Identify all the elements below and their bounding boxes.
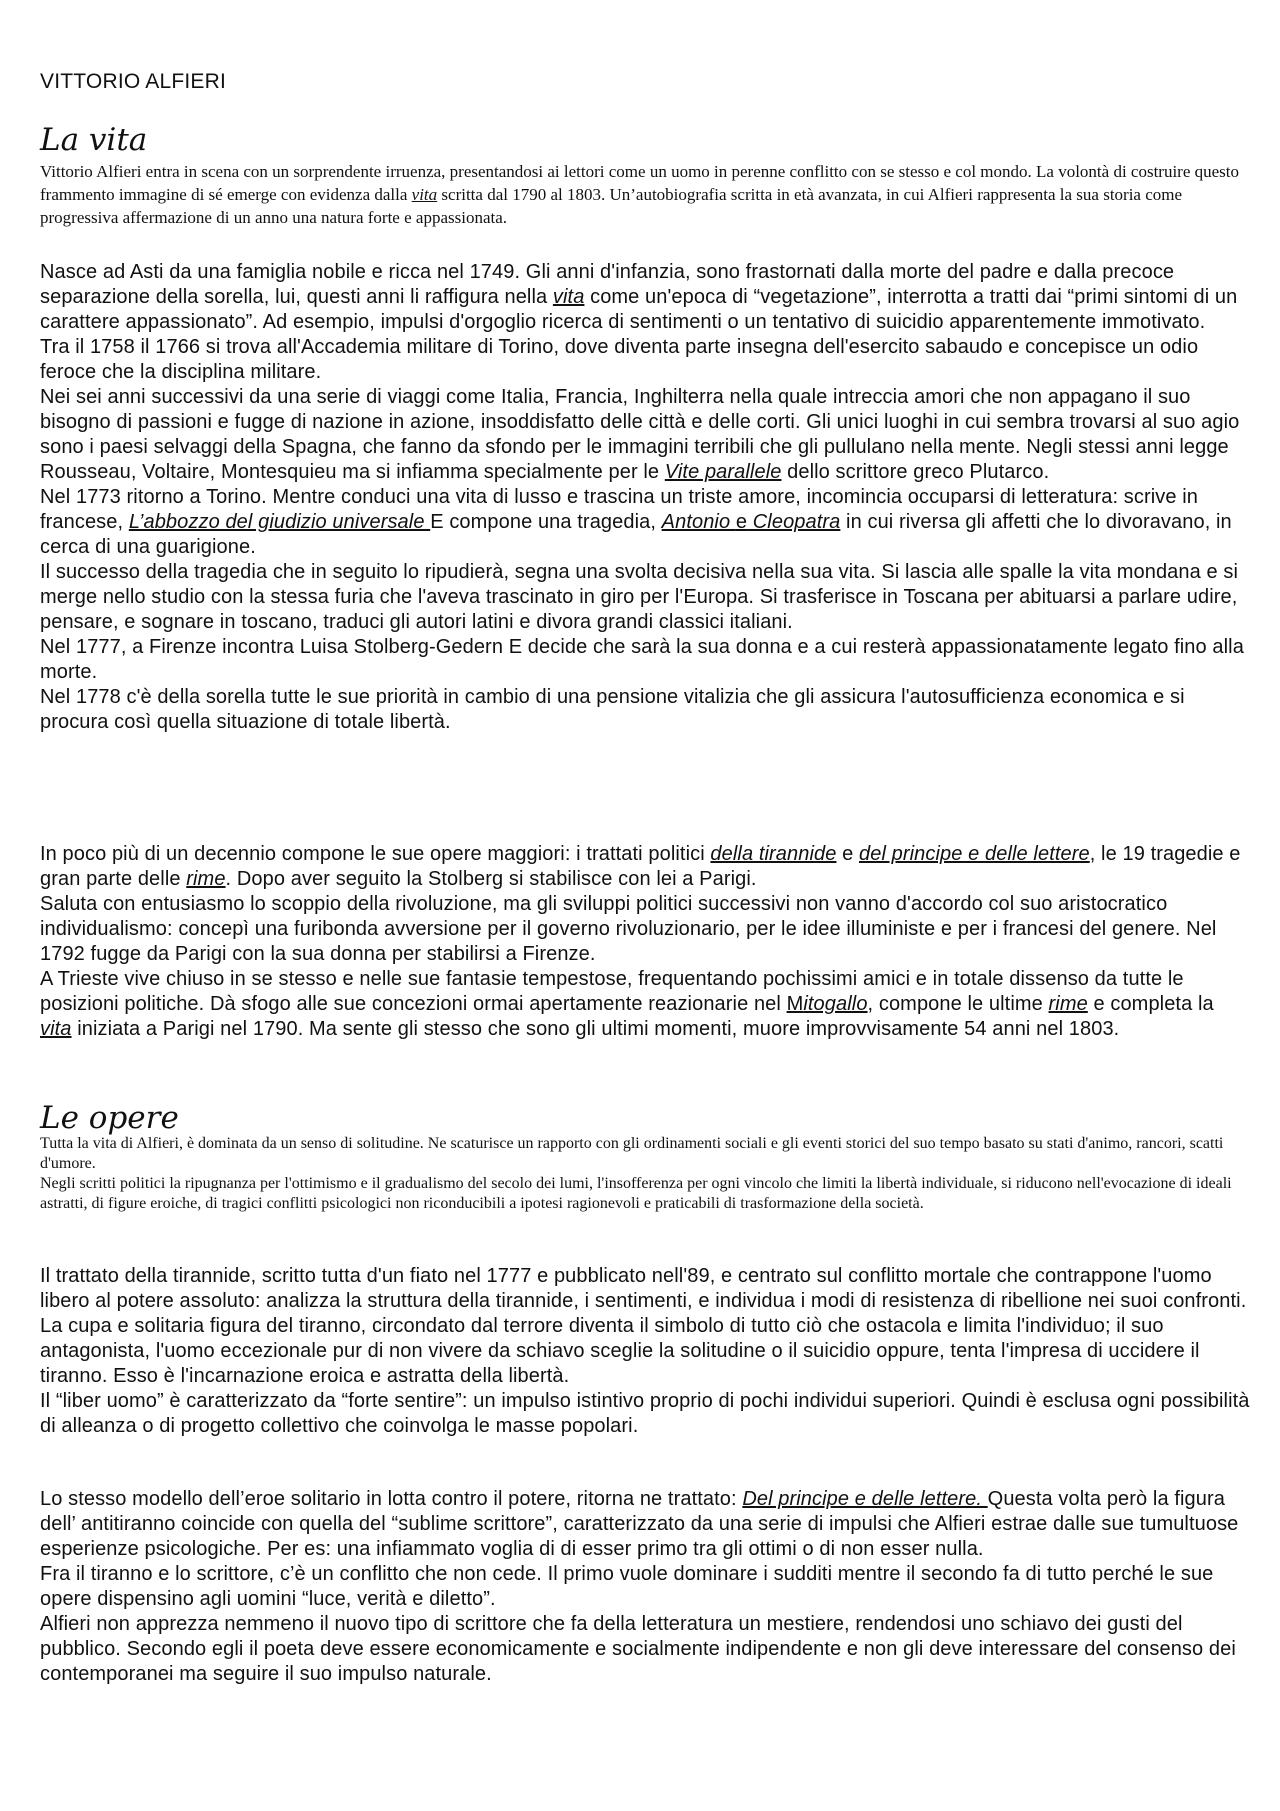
body-paragraph (40, 1264, 1250, 1314)
text-run: Lo stesso modello dell’eroe solitario in lotta contro il potere, ritorna ne trattato: (40, 1488, 743, 1510)
text-run: Nei sei anni successivi da una serie di viaggi come Italia, Francia, Inghilterra nella quale intreccia amori che non appagano il suo bisogno di passioni e fugge di nazione in azione, insoddisfatto delle città e delle corti. Gli unici luoghi in cui sembra trovarsi al suo agio sono i paesi selvaggi della Spagna, che fanno da sfondo per le immagini terribili che gli pullulano nella mente. Negli stessi anni legge Rousseau, Voltaire, Montesquieu ma si infiamma specialmente per le (40, 386, 1240, 483)
text-run: Nel 1778 c'è della sorella tutte le sue priorità in cambio di una pensione vitalizia che gli assicura l'autosufficienza economica e si procura così quella situazione di totale libertà. (40, 686, 1185, 733)
linked-title-text: L’abbozzo del giudizio universale (128, 511, 431, 533)
text-run: e completa la (1087, 993, 1214, 1015)
linked-title-text: vita (552, 286, 585, 308)
text-run: Il successo della tragedia che in seguito lo ripudierà, segna una svolta decisiva nella sua vita. Si lascia alle spalle la vita mondana e si merge nello studio con la stessa furia che l'aveva trascinato in giro per l'Europa. Si trasferisce in Toscana per abituarsi a parlare udire, pensare, e sognare in toscano, traduci gli autori latini e divora grandi classici italiani. (40, 561, 1239, 633)
vita-intro-paragraph (40, 160, 1250, 229)
linked-title-text: rime (1048, 993, 1088, 1015)
text-run: dello scrittore greco Plutarco. (781, 461, 1050, 483)
text-run: e (836, 843, 859, 865)
text-run: scritta dal 1790 al 1803. Un’autobiografia scritta in età avanzata, in cui Alfieri rappresenta la sua storia come progressiva affermazione di un anno una natura forte e appassionata. (40, 185, 1183, 227)
text-run: Il “liber uomo” è caratterizzato da “forte sentire”: un impulso istintivo proprio di pochi individui superiori. Quindi è esclusa ogni possibilità di alleanza o di progetto collettivo che coinvolga le masse popolari. (40, 1390, 1250, 1437)
body-paragraph (40, 385, 1250, 485)
body-paragraph (40, 485, 1250, 560)
linked-title-text: del principe e delle lettere (859, 843, 1090, 865)
text-run: Nasce ad Asti da una famiglia nobile e ricca nel 1749. Gli anni d'infanzia, sono frastornati dalla morte del padre e dalla precoce separazione della sorella, lui, questi anni li raffigura nella (40, 261, 1175, 308)
text-run: , le 19 tragedie e gran parte delle (40, 843, 1241, 890)
text-run: In poco più di un decennio compone le sue opere maggiori: i trattati politici (40, 843, 711, 865)
text-run: Tra il 1758 il 1766 si trova all'Accademia militare di Torino, dove diventa parte insegna dell'esercito sabaudo e concepisce un odio feroce che la disciplina militare. (40, 336, 1199, 383)
body-paragraph (40, 560, 1250, 635)
linked-title-text: Vite parallele (664, 461, 782, 483)
section-heading-la-vita: La vita (40, 122, 148, 158)
linked-title-text: rime (186, 868, 226, 890)
text-run: Vittorio Alfieri entra in scena con un sorprendente irruenza, presentandosi ai lettori come un uomo in perenne conflitto con se stesso e col mondo. La volontà di costruire questo frammento immagine di sé emerge con evidenza dalla (40, 162, 1240, 204)
text-run: Nel 1777, a Firenze incontra Luisa Stolberg-Gedern E decide che sarà la sua donna e a cui resterà appassionatamente legato fino alla morte. (40, 636, 1244, 683)
document-title: VITTORIO ALFIERI (40, 70, 227, 93)
text-run: Saluta con entusiasmo lo scoppio della rivoluzione, ma gli sviluppi politici successivi non vanno d'accordo col suo aristocratico individualismo: concepì una furibonda avversione per il governo rivoluzionario, per le idee illuministe e per i francesi del genere. Nel 1792 fugge da Parigi con la sua donna per stabilirsi a Firenze. (40, 893, 1217, 965)
text-run: in cui riversa gli affetti che lo divoravano, in cerca di una guarigione. (40, 511, 1232, 558)
body-paragraph (40, 685, 1250, 735)
vita-body-block-1 (40, 260, 1250, 735)
opere-intro-block (40, 1134, 1250, 1214)
text-run: Fra il tiranno e lo scrittore, c’è un conflitto che non cede. Il primo vuole dominare i sudditi mentre il secondo fa di tutto perché le sue opere dispensino agli uomini “luce, verità e diletto”. (40, 1563, 1214, 1610)
text-run: Alfieri non apprezza nemmeno il nuovo tipo di scrittore che fa della letteratura un mestiere, rendendosi uno schiavo dei gusti del pubblico. Secondo egli il poeta deve essere economicamente e socialmente indipendente e non gli deve interessare del consenso dei contemporanei ma seguire il suo impulso naturale. (40, 1613, 1236, 1685)
linked-title-text: Antonio (661, 511, 736, 533)
body-paragraph (40, 635, 1250, 685)
body-paragraph (40, 1487, 1250, 1562)
linked-title-text: vita (411, 185, 438, 204)
body-paragraph (40, 1314, 1250, 1389)
linked-title-text: Del principe e delle lettere. (742, 1488, 988, 1510)
body-paragraph (40, 1389, 1250, 1439)
text-run: E compone una tragedia, (430, 511, 662, 533)
body-paragraph (40, 1562, 1250, 1612)
text-run: Questa volta però la figura dell’ antitiranno coincide con quella del “sublime scrittore”, caratterizzato da una serie di impulsi che Alfieri estrae dalle sue tumultuose esperienze psicologiche. Per es: una infiammato voglia di di esser primo tra gli ottimi o di non esser nulla. (40, 1488, 1239, 1560)
vita-body-block-2 (40, 842, 1250, 1042)
text-run: A Trieste vive chiuso in se stesso e nelle sue fantasie tempestose, frequentando pochissimi amici e in totale dissenso da tutte le posizioni politiche. Dà sfogo alle sue concezioni ormai apertamente reazionarie nel (40, 968, 1184, 1015)
linked-title-text: della tirannide (710, 843, 837, 865)
opere-intro-paragraph: Negli scritti politici la ripugnanza per l'ottimismo e il gradualismo del secolo dei lumi, l'insofferenza per ogni vincolo che limiti la libertà individuale, si riducono nell'evocazione di ideali astratti, di figure eroiche, di tragici conflitti psicologici non riconducibili a ipotesi ragionevoli e praticabili di trasformazione della società. (40, 1175, 1232, 1212)
linked-title-text: M (786, 993, 804, 1015)
text-run: iniziata a Parigi nel 1790. Ma sente gli stesso che sono gli ultimi momenti, muore improvvisamente 54 anni nel 1803. (71, 1018, 1120, 1040)
text-run: Nel 1773 ritorno a Torino. Mentre conduci una vita di lusso e trascina un triste amore, incomincia occuparsi di letteratura: scrive in francese, (40, 486, 1199, 533)
body-paragraph (40, 1612, 1250, 1687)
linked-title-text: e (735, 511, 748, 533)
section-heading-le-opere: Le opere (40, 1100, 179, 1136)
text-run: come un'epoca di “vegetazione”, interrotta a tratti dai “primi sintomi di un carattere appassionato”. Ad esempio, impulsi d'orgoglio ricerca di sentimenti o un tentativo di suicidio apparentemente immotivato. (40, 286, 1238, 333)
linked-title-text: Cleopatra (747, 511, 841, 533)
text-run: . Dopo aver seguito la Stolberg si stabilisce con lei a Parigi. (225, 868, 757, 890)
body-paragraph (40, 842, 1250, 892)
body-paragraph (40, 892, 1250, 967)
body-paragraph (40, 335, 1250, 385)
text-run: Il trattato della tirannide, scritto tutta d'un fiato nel 1777 e pubblicato nell'89, e centrato sul conflitto mortale che contrappone l'uomo libero al potere assoluto: analizza la struttura della tirannide, i sentimenti, e individua i modi di resistenza di ribellione nei suoi confronti. (40, 1265, 1247, 1312)
text-run: , compone le ultime (867, 993, 1049, 1015)
body-paragraph (40, 967, 1250, 1042)
opere-body-block-1 (40, 1264, 1250, 1439)
body-paragraph (40, 260, 1250, 335)
text-run: La cupa e solitaria figura del tiranno, circondato dal terrore diventa il simbolo di tutto ciò che ostacola e limita l'individuo; il suo antagonista, l'uomo eccezionale pur di non vivere da schiavo sceglie la solitudine o il suicidio oppure, tenta l'impresa di uccidere il tiranno. Esso è l'incarnazione eroica e astratta della libertà. (40, 1315, 1200, 1387)
linked-title-text: itogallo (803, 993, 868, 1015)
opere-body-block-2 (40, 1487, 1250, 1687)
linked-title-text: vita (40, 1018, 72, 1040)
opere-intro-paragraph: Tutta la vita di Alfieri, è dominata da un senso di solitudine. Ne scaturisce un rapporto con gli ordinamenti sociali e gli eventi storici del suo tempo basato su stati d'animo, rancori, scatti d'umore. (40, 1135, 1224, 1172)
